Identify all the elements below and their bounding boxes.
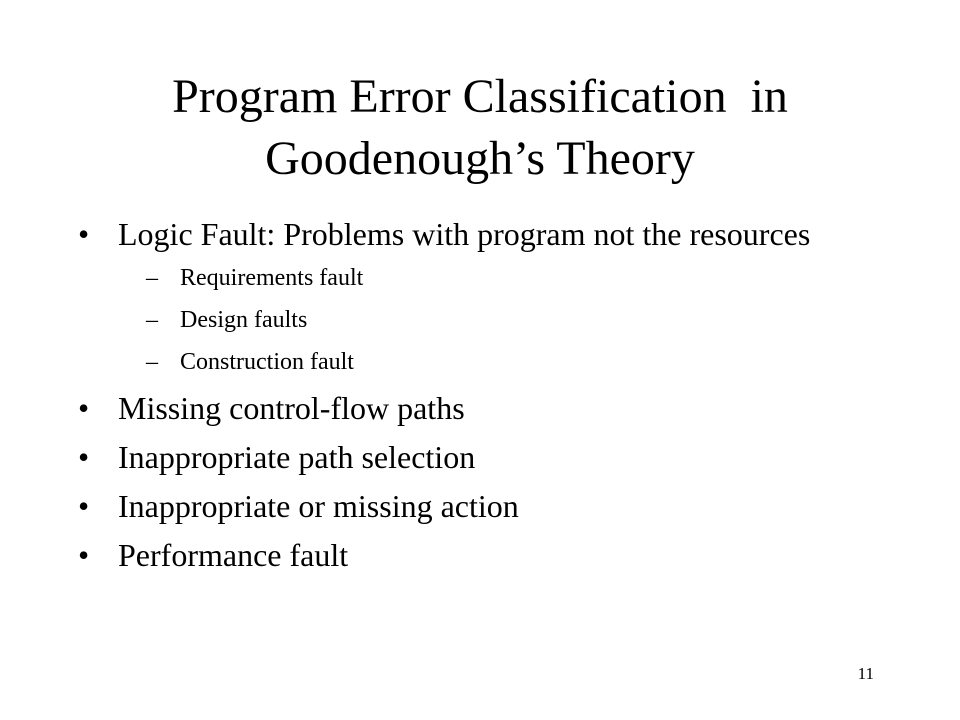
bullet-icon: • — [78, 216, 90, 252]
sub-item-requirements-fault — [146, 264, 838, 292]
page-number: 11 — [857, 664, 874, 683]
bullet-text: Performance fault — [118, 537, 349, 573]
sub-item-text: Design faults — [180, 307, 308, 333]
sub-item-design-faults — [146, 306, 838, 334]
bullet-item-path-selection — [78, 439, 838, 475]
bullet-icon: • — [78, 439, 90, 475]
bullet-text: Inappropriate path selection — [118, 439, 476, 475]
sub-bullet-list — [146, 264, 838, 376]
bullet-item-missing-action — [78, 488, 838, 524]
bullet-item-logic-fault — [78, 216, 838, 376]
bullet-list — [78, 216, 838, 586]
bullet-text: Logic Fault: Problems with program not the resources — [118, 216, 811, 252]
slide-title-line-2: Goodenough’s Theory — [265, 132, 695, 185]
slide-title — [0, 66, 960, 190]
bullet-text: Inappropriate or missing action — [118, 488, 519, 524]
dash-icon: – — [146, 265, 158, 291]
bullet-icon: • — [78, 537, 90, 573]
bullet-icon: • — [78, 488, 90, 524]
sub-item-construction-fault — [146, 348, 838, 376]
bullet-item-performance-fault — [78, 537, 838, 573]
bullet-icon: • — [78, 390, 90, 426]
dash-icon: – — [146, 307, 158, 333]
dash-icon: – — [146, 349, 158, 375]
sub-item-text: Requirements fault — [180, 265, 364, 291]
sub-item-text: Construction fault — [180, 349, 354, 375]
bullet-item-missing-control-flow — [78, 390, 838, 426]
bullet-text: Missing control-flow paths — [118, 390, 465, 426]
slide-title-line-1: Program Error Classification in — [172, 70, 788, 123]
